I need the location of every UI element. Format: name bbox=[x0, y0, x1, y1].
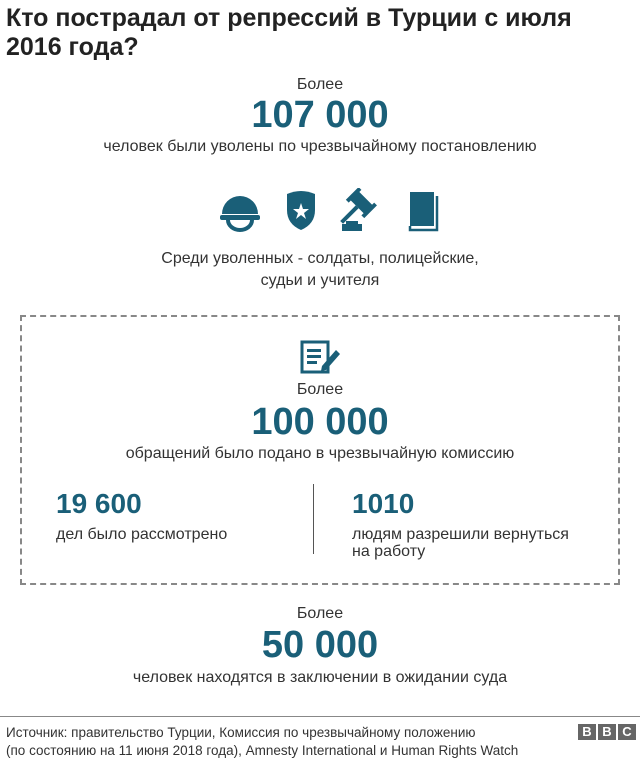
logo-letter: B bbox=[598, 724, 616, 740]
caption-line: Среди уволенных - солдаты, полицейские, bbox=[161, 250, 479, 267]
profession-icons bbox=[218, 188, 440, 232]
book-icon bbox=[406, 188, 440, 232]
bbc-logo bbox=[578, 724, 636, 740]
appeals-number: 100 000 bbox=[251, 401, 389, 443]
source-line: (по состоянию на 11 июня 2018 года), Amnesty International и Human Rights Watch bbox=[6, 743, 519, 758]
logo-letter: C bbox=[618, 724, 636, 740]
appeals-caption: обращений было подано в чрезвычайную комиссию bbox=[125, 445, 515, 462]
detained-caption: человек находятся в заключении в ожидании суда bbox=[132, 669, 508, 686]
dismissed-groups-caption bbox=[0, 248, 640, 292]
reinstated-caption bbox=[352, 526, 569, 560]
caption-line: людям разрешили вернуться bbox=[352, 526, 569, 543]
detained-number: 50 000 bbox=[261, 624, 379, 666]
police-badge-icon bbox=[284, 188, 318, 232]
reviewed-caption: дел было рассмотрено bbox=[56, 526, 228, 543]
caption-line: на работу bbox=[352, 543, 426, 560]
reviewed-number: 19 600 bbox=[56, 488, 142, 519]
page-title: Кто пострадал от репрессий в Турции с июля 2016 года? bbox=[6, 4, 572, 61]
document-edit-icon bbox=[300, 340, 342, 374]
dismissed-caption: человек были уволены по чрезвычайному постановлению bbox=[103, 138, 537, 155]
logo-letter: B bbox=[578, 724, 596, 740]
gavel-icon bbox=[340, 188, 384, 232]
source-note bbox=[6, 724, 518, 760]
dismissed-number: 107 000 bbox=[251, 94, 389, 136]
reinstated-number: 1010 bbox=[352, 488, 415, 519]
caption-line: судьи и учителя bbox=[260, 272, 380, 289]
footer-divider bbox=[0, 716, 640, 717]
detained-prefix: Более bbox=[296, 605, 344, 622]
appeals-prefix: Более bbox=[296, 381, 344, 398]
dismissed-prefix: Более bbox=[296, 76, 344, 93]
divider bbox=[313, 484, 314, 554]
source-line: Источник: правительство Турции, Комиссия по чрезвычайному положению bbox=[6, 725, 476, 740]
helmet-icon bbox=[218, 188, 262, 232]
